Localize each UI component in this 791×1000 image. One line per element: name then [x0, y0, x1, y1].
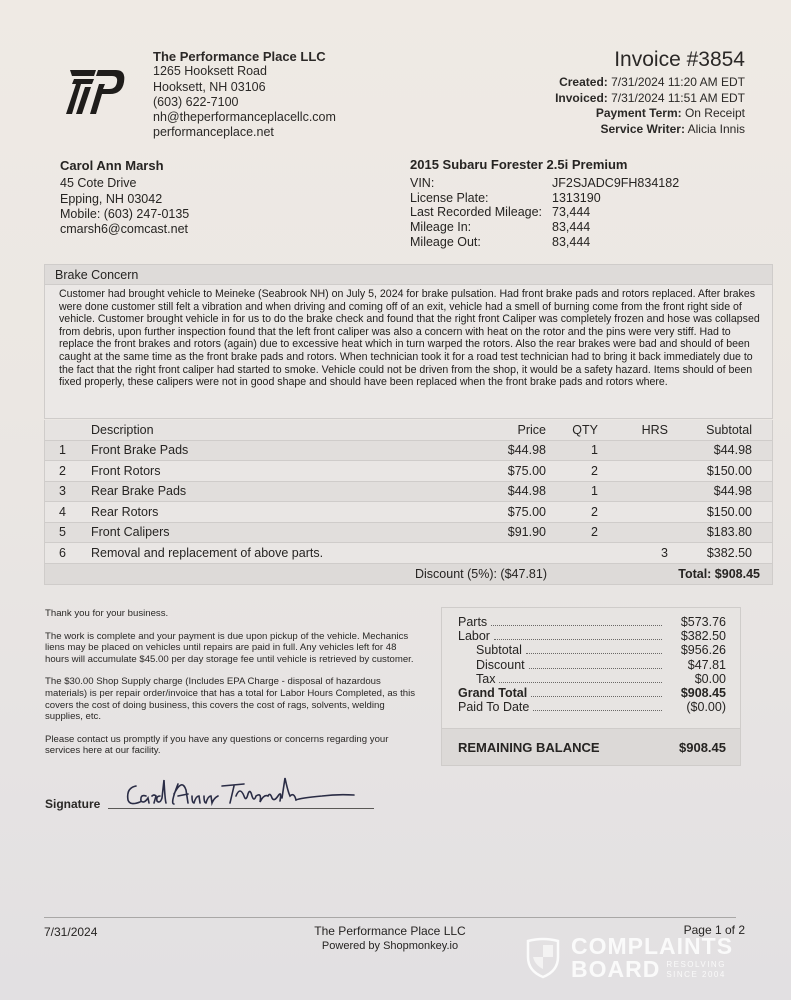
summary-labor — [458, 629, 726, 643]
row-hrs: 3 — [661, 545, 668, 560]
footer-center — [290, 924, 490, 954]
row-price: $75.00 — [507, 463, 546, 478]
header-qty: QTY — [572, 422, 598, 437]
watermark-tagline1: RESOLVING — [666, 959, 726, 969]
row-price: $44.98 — [507, 443, 546, 458]
parts-label: Parts — [458, 615, 488, 629]
table-row — [45, 461, 772, 482]
company-address-line2: Hooksett, NH 03106 — [153, 79, 266, 94]
concern-description: Customer had brought vehicle to Meineke (Seabrook NH) on July 5, 2024 for brake pulsation. Had front brake pads and rotors replaced. After brakes were done customer still felt a vibration and when driving and coming off of an exit, vehicle had a smell of burning come from the front right side of vehicle. Customer brought vehicle in for us to do the brake check and found that the right front Caliper was completely frozen and hose was collapsed from debris, upon further inspection found that the left front caliper was also a concern with heat on the rotor and the pins were very stiff. Had to replace the front brakes and rotors (again) due to excessive heat which in turn warped the rotors. Also the rear brakes were bad and should of been caught at the same time as the front brake pads and rotors. When technician took it for a road test technician had to bring it back immediately due to the fact that the right front caliper had started to smoke. Vehicle could not be driven from the shop, it would be a safety hazard. Items should of been fixed properly, these calipers were not in good shape and should have been replaced when the front brake pads and rotors where. — [59, 288, 760, 389]
row-subtotal: $183.80 — [706, 525, 752, 540]
summary-parts — [458, 615, 726, 629]
row-number: 6 — [59, 545, 66, 560]
invoice-invoiced — [555, 91, 745, 107]
vehicle-field-label: Last Recorded Mileage: — [410, 205, 543, 220]
terms-notes — [45, 608, 420, 768]
row-qty: 2 — [591, 504, 598, 519]
invoiced-label: Invoiced: — [555, 90, 608, 105]
customer-info — [60, 158, 189, 237]
page-number: Page 1 of 2 — [683, 923, 745, 937]
row-subtotal: $44.98 — [713, 443, 752, 458]
table-footer-row — [45, 564, 772, 585]
customer-mobile: Mobile: (603) 247-0135 — [60, 206, 190, 221]
row-qty: 1 — [591, 484, 598, 499]
footer-date: 7/31/2024 — [44, 925, 98, 939]
header-description: Description — [91, 422, 154, 437]
header-hrs: HRS — [641, 422, 668, 437]
table-header-row — [45, 420, 772, 441]
grand-total-value: $908.45 — [680, 686, 726, 701]
thanks-note: Thank you for your business. — [45, 608, 169, 619]
contact-note: Please contact us promptly if you have any questions or concerns regarding your services here at our facility. — [45, 733, 389, 757]
customer-address-line2: Epping, NH 03042 — [60, 191, 163, 206]
header-subtotal: Subtotal — [706, 422, 752, 437]
vehicle-field-label: VIN: — [410, 175, 435, 190]
invoice-info — [555, 47, 745, 137]
vehicle-field — [410, 191, 679, 206]
vehicle-field-label: Mileage In: — [410, 220, 472, 235]
table-row — [45, 523, 772, 544]
writer-label: Service Writer: — [600, 121, 685, 136]
company-website: performanceplace.net — [153, 125, 274, 140]
created-label: Created: — [559, 75, 608, 89]
vehicle-field-value: JF2SJADC9FH834182 — [552, 175, 680, 190]
complaints-board-watermark — [525, 935, 733, 981]
grand-total-label: Grand Total — [458, 686, 528, 701]
vehicle-title: 2015 Subaru Forester 2.5i Premium — [410, 157, 628, 172]
vehicle-field — [410, 235, 679, 250]
footer-powered-by: Powered by Shopmonkey.io — [321, 940, 459, 952]
vehicle-field — [410, 220, 679, 235]
writer-value: Alicia Innis — [687, 121, 745, 136]
totals-summary — [441, 607, 741, 766]
paid-label: Paid To Date — [458, 700, 530, 715]
customer-name: Carol Ann Marsh — [60, 158, 164, 173]
table-discount: Discount (5%): ($47.81) — [414, 566, 547, 581]
remaining-balance — [442, 728, 740, 765]
summary-discount — [458, 658, 726, 672]
row-subtotal: $150.00 — [706, 463, 752, 478]
tax-value: $0.00 — [694, 671, 726, 686]
invoiced-value: 7/31/2024 11:51 AM EDT — [611, 90, 745, 105]
supply-charge-note: The $30.00 Shop Supply charge (Includes EPA Charge - disposal of hazardous materials) is per repair order/invoice that has a total for Labor Hours Completed, as this covers the cost of doing business, this covers the cost of rags, solvents, welding supplies, etc. — [45, 676, 416, 723]
table-row — [45, 543, 772, 564]
parts-value: $573.76 — [680, 615, 726, 629]
subtotal-label: Subtotal — [476, 643, 522, 658]
row-description: Rear Rotors — [91, 504, 159, 519]
vehicle-field — [410, 176, 679, 191]
balance-value: $908.45 — [679, 739, 726, 755]
invoice-payment-term — [555, 106, 745, 122]
row-number: 4 — [59, 504, 66, 519]
line-items-table — [44, 420, 773, 585]
row-price: $44.98 — [507, 484, 546, 499]
vehicle-field-label: License Plate: — [410, 190, 489, 205]
vehicle-field-value: 83,444 — [552, 234, 591, 249]
table-total: Total: $908.45 — [678, 566, 760, 581]
row-description: Removal and replacement of above parts. — [91, 545, 324, 560]
shield-icon — [525, 937, 561, 979]
company-logo — [66, 68, 126, 116]
summary-paid — [458, 700, 726, 714]
row-number: 2 — [59, 463, 66, 478]
invoice-service-writer — [555, 122, 745, 138]
company-info — [153, 49, 336, 141]
vehicle-field-value: 83,444 — [552, 220, 591, 235]
row-description: Rear Brake Pads — [91, 484, 187, 499]
row-subtotal: $150.00 — [706, 504, 752, 519]
invoice-title: Invoice #3854 — [614, 48, 745, 71]
company-email: nh@theperformanceplacellc.com — [153, 110, 336, 125]
discount-label: Discount — [476, 657, 525, 672]
row-price: $75.00 — [507, 504, 546, 519]
footer-divider — [44, 917, 736, 918]
footer-company: The Performance Place LLC — [314, 924, 466, 938]
payment-note: The work is complete and your payment is due upon pickup of the vehicle. Mechanics liens may be placed on vehicles until repairs are paid in full. Any vehicles left for 48 hours will accumulate $45.00 per day storage fee until vehicle is retrieved by customer. — [45, 630, 414, 665]
labor-value: $382.50 — [680, 629, 726, 644]
watermark-line1: COMPLAINTS — [571, 933, 734, 959]
balance-label: REMAINING BALANCE — [458, 739, 600, 755]
discount-value: $47.81 — [687, 657, 726, 672]
tax-label: Tax — [476, 671, 496, 686]
row-description: Front Brake Pads — [91, 443, 189, 458]
row-number: 1 — [59, 443, 66, 458]
concern-section — [44, 264, 773, 419]
company-phone: (603) 622-7100 — [153, 94, 239, 109]
term-label: Payment Term: — [595, 106, 682, 120]
row-qty: 1 — [591, 443, 598, 458]
summary-subtotal — [458, 643, 726, 657]
concern-title: Brake Concern — [45, 265, 772, 285]
watermark-line2: BOARD — [571, 956, 661, 982]
invoice-created — [555, 75, 745, 91]
row-subtotal: $382.50 — [706, 545, 752, 560]
vehicle-field-value: 73,444 — [552, 205, 591, 220]
table-row — [45, 482, 772, 503]
created-value: 7/31/2024 11:20 AM EDT — [611, 75, 745, 89]
customer-signature — [122, 774, 362, 814]
summary-grand-total — [458, 686, 726, 700]
header-price: Price — [517, 422, 546, 437]
labor-label: Labor — [458, 629, 490, 644]
term-value: On Receipt — [684, 106, 745, 120]
subtotal-value: $956.26 — [680, 643, 726, 658]
watermark-tagline2: SINCE 2004 — [666, 969, 726, 979]
customer-address-line1: 45 Cote Drive — [60, 176, 137, 191]
table-row — [45, 441, 772, 462]
row-price: $91.90 — [507, 525, 546, 540]
vehicle-field — [410, 205, 679, 220]
row-subtotal: $44.98 — [713, 484, 752, 499]
row-description: Front Rotors — [91, 463, 161, 478]
row-qty: 2 — [591, 525, 598, 540]
vehicle-field-value: 1313190 — [552, 190, 601, 205]
row-description: Front Calipers — [91, 525, 170, 540]
company-name: The Performance Place LLC — [153, 49, 326, 64]
company-address-line1: 1265 Hooksett Road — [153, 64, 267, 79]
summary-tax — [458, 672, 726, 686]
row-number: 5 — [59, 525, 66, 540]
paid-value: ($0.00) — [686, 700, 726, 715]
row-qty: 2 — [591, 463, 598, 478]
row-number: 3 — [59, 484, 66, 499]
customer-email: cmarsh6@comcast.net — [60, 222, 189, 237]
vehicle-field-label: Mileage Out: — [410, 234, 481, 249]
table-row — [45, 502, 772, 523]
signature-label: Signature — [45, 797, 101, 811]
vehicle-info — [410, 158, 679, 250]
